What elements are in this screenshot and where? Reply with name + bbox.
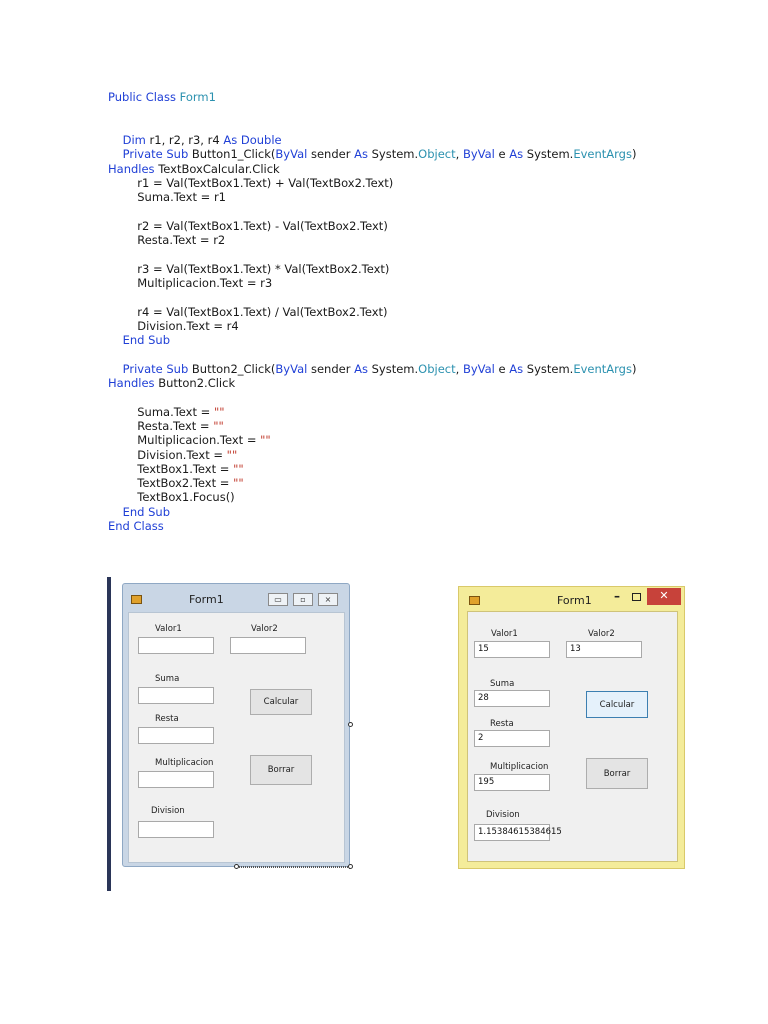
form-icon [469, 596, 480, 605]
code-token: System. [367, 361, 419, 376]
code-token: ByVal [275, 147, 308, 162]
code-token: TextBox1.Focus() [108, 490, 235, 505]
division-textbox[interactable]: 1.15384615384615 [474, 824, 550, 841]
code-line [108, 333, 170, 348]
code-token: "" [213, 418, 224, 433]
selection-border [236, 866, 350, 868]
code-token: Public Class [108, 90, 180, 104]
code-token: sender [307, 361, 355, 376]
code-token: As [509, 147, 524, 162]
code-token: TextBoxCalcular.Click [154, 161, 280, 176]
suma-textbox[interactable]: 28 [474, 690, 550, 707]
code-token: "" [233, 461, 244, 476]
code-token: Resta.Text = r2 [108, 233, 226, 247]
code-token: Handles [108, 161, 155, 176]
code-token: e [494, 361, 510, 376]
code-token: "" [213, 404, 225, 419]
code-line [108, 219, 388, 234]
code-token: As Double [223, 132, 282, 147]
code-line [108, 362, 636, 377]
code-token: "" [226, 447, 238, 462]
code-line [108, 448, 237, 463]
borrar-button[interactable]: Borrar [586, 758, 648, 789]
code-token: Private Sub [122, 147, 189, 162]
calcular-button[interactable]: Calcular [586, 691, 648, 718]
code-token: Division.Text = r4 [108, 318, 239, 333]
minimize-icon[interactable]: ▭ [268, 593, 288, 606]
label-suma: Suma [490, 679, 515, 689]
code-token [108, 147, 123, 161]
textbox2[interactable]: 13 [566, 641, 642, 658]
code-token: e [494, 147, 510, 162]
code-token [108, 133, 123, 147]
code-token: Handles [108, 376, 155, 390]
label-multiplicacion: Multiplicacion [490, 762, 549, 772]
code-line [108, 519, 164, 534]
designer-titlebar [123, 584, 349, 612]
label-valor2: Valor2 [588, 629, 615, 639]
code-token: ) [631, 361, 637, 376]
resize-handle-right[interactable] [348, 722, 353, 727]
code-token: Division.Text = [108, 447, 227, 462]
code-token: r1, r2, r3, r4 [145, 132, 224, 147]
code-line [108, 190, 226, 205]
code-line [108, 233, 225, 248]
code-token: EventArgs [573, 147, 632, 162]
code-line [108, 490, 235, 505]
code-line [108, 176, 393, 191]
label-suma: Suma [155, 674, 180, 684]
code-token: Button2.Click [154, 376, 236, 390]
code-token: System. [367, 147, 419, 162]
code-token: Resta.Text = [108, 418, 214, 433]
resize-handle-corner[interactable] [348, 864, 353, 869]
code-token: Private Sub [122, 361, 189, 376]
code-token: "" [233, 476, 244, 491]
suma-textbox[interactable] [138, 687, 214, 704]
code-token: System. [523, 361, 574, 376]
code-token: System. [523, 147, 574, 162]
form-icon [131, 595, 142, 604]
code-line [108, 433, 271, 448]
code-token: r1 = Val(TextBox1.Text) + Val(TextBox2.Text) [108, 175, 394, 190]
code-token: ) [631, 147, 637, 162]
code-token: Object [418, 361, 456, 376]
code-token: r4 = Val(TextBox1.Text) / Val(TextBox2.Text) [108, 304, 388, 319]
code-token: Suma.Text = r1 [108, 190, 226, 205]
code-line [108, 319, 239, 334]
code-line [108, 419, 224, 434]
code-line [108, 305, 388, 320]
code-token: , [455, 361, 463, 376]
code-line [108, 476, 244, 491]
code-token: TextBox1.Text = [108, 461, 234, 476]
left-margin-bar [107, 577, 111, 891]
code-line [108, 90, 216, 105]
label-division: Division [486, 810, 520, 820]
code-token: ByVal [462, 361, 495, 376]
runtime-form-window [458, 586, 685, 869]
code-line [108, 462, 244, 477]
code-token: r3 = Val(TextBox1.Text) * Val(TextBox2.Text) [108, 261, 390, 276]
code-token: As [354, 361, 368, 376]
minimize-icon[interactable]: – [614, 589, 620, 603]
code-token: r2 = Val(TextBox1.Text) - Val(TextBox2.Text) [108, 218, 388, 233]
code-token: TextBox2.Text = [108, 476, 234, 491]
close-icon[interactable]: ⨯ [318, 593, 338, 606]
maximize-icon[interactable] [632, 593, 641, 601]
code-line [108, 405, 225, 420]
code-token: ByVal [462, 147, 495, 162]
borrar-button[interactable]: Borrar [250, 755, 312, 785]
resta-textbox[interactable]: 2 [474, 730, 550, 747]
code-token: sender [307, 147, 355, 162]
code-line [108, 276, 272, 291]
designer-form-window [122, 583, 350, 867]
code-token: Button1_Click( [188, 147, 276, 162]
code-token: Suma.Text = [108, 404, 214, 419]
code-token: EventArgs [573, 361, 632, 376]
code-token: , [455, 147, 463, 162]
code-line [108, 147, 636, 162]
code-line [108, 505, 170, 520]
multiplicacion-textbox[interactable]: 195 [474, 774, 550, 791]
code-token: As [354, 147, 368, 162]
code-token [108, 505, 123, 519]
label-resta: Resta [490, 719, 514, 729]
textbox1[interactable]: 15 [474, 641, 550, 658]
code-token: ByVal [275, 361, 308, 376]
close-icon[interactable]: ✕ [647, 588, 681, 605]
label-valor2: Valor2 [251, 624, 278, 634]
code-token: Multiplicacion.Text = [108, 433, 261, 448]
textbox2[interactable] [230, 637, 306, 654]
code-token: Button2_Click( [188, 361, 276, 376]
label-valor1: Valor1 [491, 629, 518, 639]
runtime-form-title: Form1 [557, 594, 592, 607]
resta-textbox[interactable] [138, 727, 214, 744]
designer-client-area [128, 612, 345, 863]
code-token [108, 362, 123, 376]
code-token: "" [260, 433, 271, 448]
multiplicacion-textbox[interactable] [138, 771, 214, 788]
code-token: End Sub [122, 333, 171, 348]
label-valor1: Valor1 [155, 624, 182, 634]
code-line [108, 133, 282, 148]
code-token: End Class [108, 519, 164, 533]
label-division: Division [151, 806, 185, 816]
maximize-icon[interactable]: ▫ [293, 593, 313, 606]
code-token: As [509, 361, 524, 376]
code-token [108, 333, 123, 347]
code-token: Dim [122, 132, 146, 147]
label-multiplicacion: Multiplicacion [155, 758, 214, 768]
resize-handle-bottom[interactable] [234, 864, 239, 869]
code-line [108, 262, 389, 277]
textbox1[interactable] [138, 637, 214, 654]
runtime-client-area [467, 611, 678, 862]
code-token: Object [418, 147, 456, 162]
designer-form-title: Form1 [189, 593, 224, 606]
code-line [108, 162, 280, 177]
division-textbox[interactable] [138, 821, 214, 838]
code-token: End Sub [122, 504, 171, 519]
calcular-button[interactable]: Calcular [250, 689, 312, 715]
code-line [108, 376, 235, 391]
code-token: Multiplicacion.Text = r3 [108, 275, 273, 290]
code-token: Form1 [179, 90, 216, 104]
label-resta: Resta [155, 714, 179, 724]
